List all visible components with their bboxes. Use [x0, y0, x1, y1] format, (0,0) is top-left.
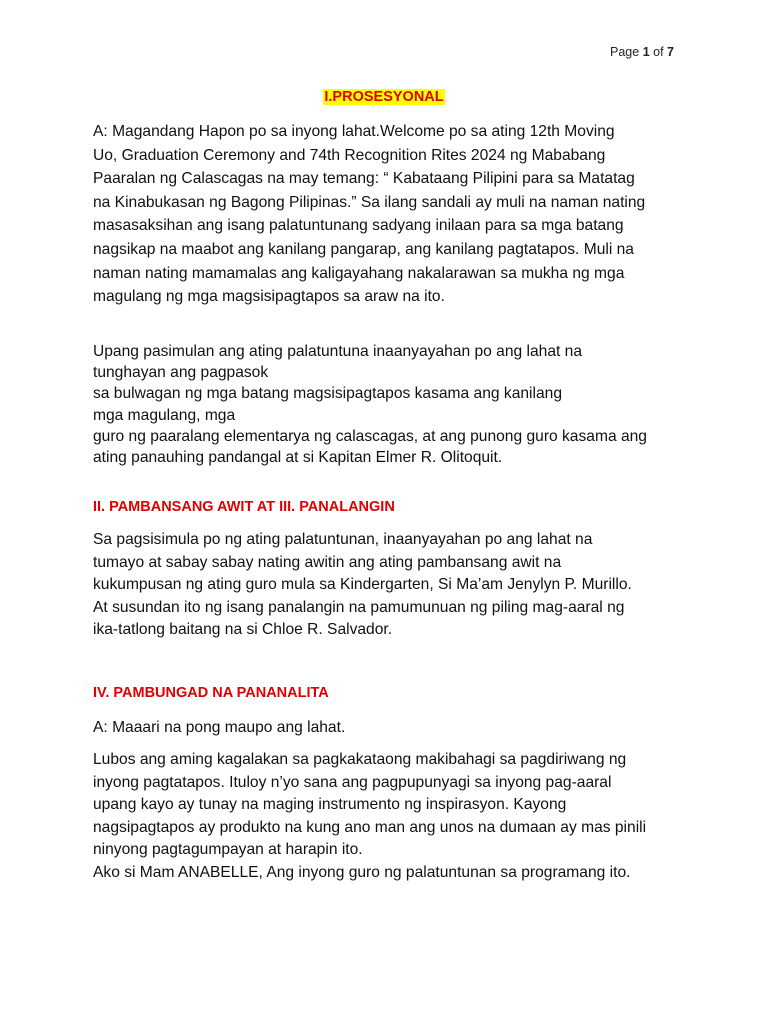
heading-prosesyonal [0, 89, 768, 105]
text-line: naman nating mamamalas ang kaligayahang nakalarawan sa mukha ng mga [93, 264, 625, 282]
text-line: At susundan ito ng isang panalangin na pamumunuan ng piling mag-aaral ng [93, 598, 625, 616]
text-line: A: Maaari na pong maupo ang lahat. [93, 719, 346, 736]
text-line: sa bulwagan ng mga batang magsisipagtapos kasama ang kanilang [93, 385, 562, 403]
text-line: na Kinabukasan ng Bagong Pilipinas.” Sa ilang sandali ay muli na naman nating [93, 193, 646, 211]
page-current: 1 [642, 45, 650, 59]
heading-pambungad: IV. PAMBUNGAD NA PANANALITA [93, 685, 329, 701]
heading-pambansang-awit: II. PAMBANSANG AWIT AT III. PANALANGIN [93, 499, 395, 515]
paragraph-text [93, 749, 683, 885]
prosesyonal-paragraph-1 [93, 120, 683, 309]
pambansang-awit-paragraph [93, 529, 683, 642]
text-line: A: Magandang Hapon po sa inyong lahat.Welcome po sa ating 12th Moving [93, 123, 615, 140]
page-prefix: Page [610, 45, 640, 59]
text-line: Ako si Mam ANABELLE, Ang inyong guro ng palatuntunan sa programang ito. [93, 863, 631, 881]
text-line: magulang ng mga magsisipagtapos sa araw na ito. [93, 288, 445, 306]
prosesyonal-paragraph-2 [93, 341, 683, 468]
paragraph-text [93, 716, 683, 740]
text-line: kukumpusan ng ating guro mula sa Kindergarten, Si Ma’am Jenylyn P. Murillo. [93, 576, 632, 594]
text-line: ninyong pagtagumpayan at harapin ito. [93, 841, 363, 859]
page-number [610, 45, 674, 59]
paragraph-text [93, 120, 683, 309]
pambungad-paragraph-1 [93, 716, 683, 740]
text-line: Sa pagsisimula po ng ating palatuntunan, inaanyayahan po ang lahat na [93, 531, 593, 548]
text-line: Uo, Graduation Ceremony and 74th Recognition Rites 2024 ng Mababang [93, 146, 606, 164]
text-line: nagsipagtapos ay produkto na kung ano man ang unos na dumaan ay mas pinili [93, 818, 647, 836]
heading-prosesyonal-text: I.PROSESYONAL [324, 89, 444, 105]
text-line: tumayo at sabay sabay nating awitin ang ating pambansang awit na [93, 553, 562, 571]
paragraph-text [93, 529, 683, 642]
page-of: of [653, 45, 664, 59]
page-total: 7 [667, 45, 674, 59]
text-line: ika-tatlong baitang na si Chloe R. Salvador. [93, 621, 393, 639]
text-line: Paaralan ng Calascagas na may temang: “ Kabataang Pilipini para sa Matatag [93, 170, 635, 188]
text-line: mga magulang, mga [93, 406, 236, 424]
pambungad-paragraph-2 [93, 749, 683, 885]
text-line: Upang pasimulan ang ating palatuntuna inaanyayahan po ang lahat na [93, 343, 582, 360]
text-line: ating panauhing pandangal at si Kapitan Elmer R. Olitoquit. [93, 449, 503, 467]
text-line: upang kayo ay tunay na maging instrumento ng inspirasyon. Kayong [93, 796, 567, 814]
text-line: guro ng paaralang elementarya ng calascagas, at ang punong guro kasama ang [93, 427, 647, 445]
text-line: masasaksihan ang isang palatuntunang sadyang inilaan para sa mga batang [93, 217, 624, 235]
text-line: tunghayan ang pagpasok [93, 364, 269, 382]
text-line: nagsikap na maabot ang kanilang pangarap, ang kanilang pagtatapos. Muli na [93, 240, 634, 258]
text-line: inyong pagtatapos. Ituloy n’yo sana ang pagpupunyagi sa inyong pag-aaral [93, 773, 612, 791]
text-line: Lubos ang aming kagalakan sa pagkakataong makibahagi sa pagdiriwang ng [93, 751, 627, 768]
paragraph-text [93, 341, 683, 468]
